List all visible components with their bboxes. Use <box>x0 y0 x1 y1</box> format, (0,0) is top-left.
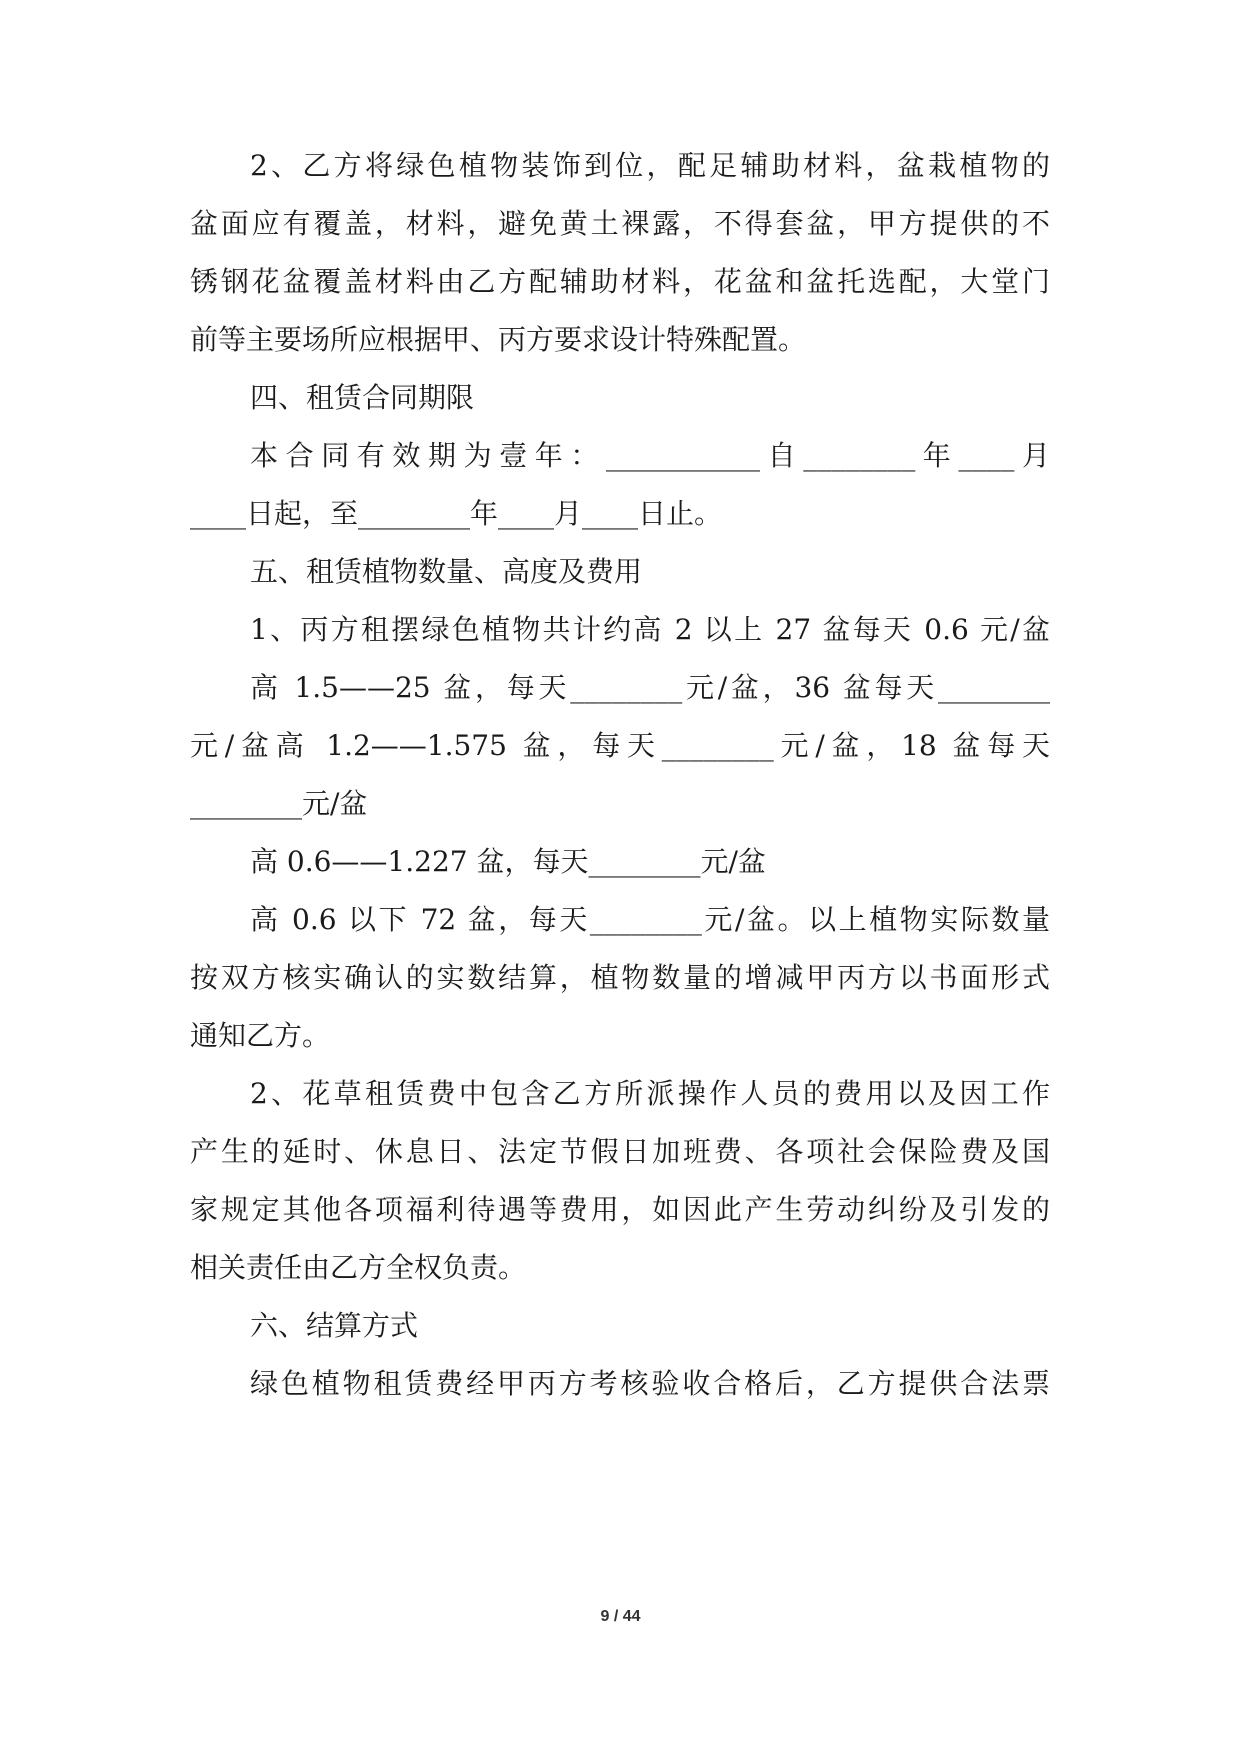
quantity-line-2: 高 1.5——25 盆，每天________元/盆，36 盆每天________ <box>250 671 1050 704</box>
term-line-2: ____日起，至________年____月____日止。 <box>190 497 723 530</box>
clause-2-line-2: 盆面应有覆盖，材料，避免黄土裸露，不得套盆，甲方提供的不 <box>190 207 1050 240</box>
fee-clause-line-2: 产生的延时、休息日、法定节假日加班费、各项社会保险费及国 <box>190 1135 1050 1168</box>
clause-2-line-4: 前等主要场所应根据甲、丙方要求设计特殊配置。 <box>190 323 807 356</box>
quantity-line-5: 高 0.6——1.227 盆，每天________元/盆 <box>250 845 766 878</box>
quantity-line-4: ________元/盆 <box>190 787 368 820</box>
section-heading-settlement: 六、结算方式 <box>250 1309 419 1342</box>
quantity-line-3: 元/盆高 1.2——1.575 盆，每天________元/盆，18 盆每天 <box>190 729 1050 762</box>
fee-clause-line-1: 2、花草租赁费中包含乙方所派操作人员的费用以及因工作 <box>250 1077 1050 1110</box>
quantity-line-8: 通知乙方。 <box>190 1019 331 1052</box>
settlement-line-1: 绿色植物租赁费经甲丙方考核验收合格后，乙方提供合法票 <box>250 1367 1050 1400</box>
term-line-1: 本合同有效期为壹年：___________自________年____月 <box>250 439 1050 472</box>
quantity-line-1: 1、丙方租摆绿色植物共计约高 2 以上 27 盆每天 0.6 元/盆 <box>250 613 1050 646</box>
fee-clause-line-3: 家规定其他各项福利待遇等费用，如因此产生劳动纠纷及引发的 <box>190 1193 1050 1226</box>
clause-2-line-3: 锈钢花盆覆盖材料由乙方配辅助材料，花盆和盆托选配，大堂门 <box>190 265 1050 298</box>
section-heading-term: 四、租赁合同期限 <box>250 381 475 414</box>
quantity-line-7: 按双方核实确认的实数结算，植物数量的增减甲丙方以书面形式 <box>190 961 1050 994</box>
page-number: 9 / 44 <box>600 1608 641 1625</box>
section-heading-quantity: 五、租赁植物数量、高度及费用 <box>250 555 643 588</box>
fee-clause-line-4: 相关责任由乙方全权负责。 <box>190 1251 527 1284</box>
quantity-line-6: 高 0.6 以下 72 盆，每天________元/盆。以上植物实际数量 <box>250 903 1050 936</box>
clause-2-line-1: 2、乙方将绿色植物装饰到位，配足辅助材料，盆栽植物的 <box>250 149 1050 182</box>
